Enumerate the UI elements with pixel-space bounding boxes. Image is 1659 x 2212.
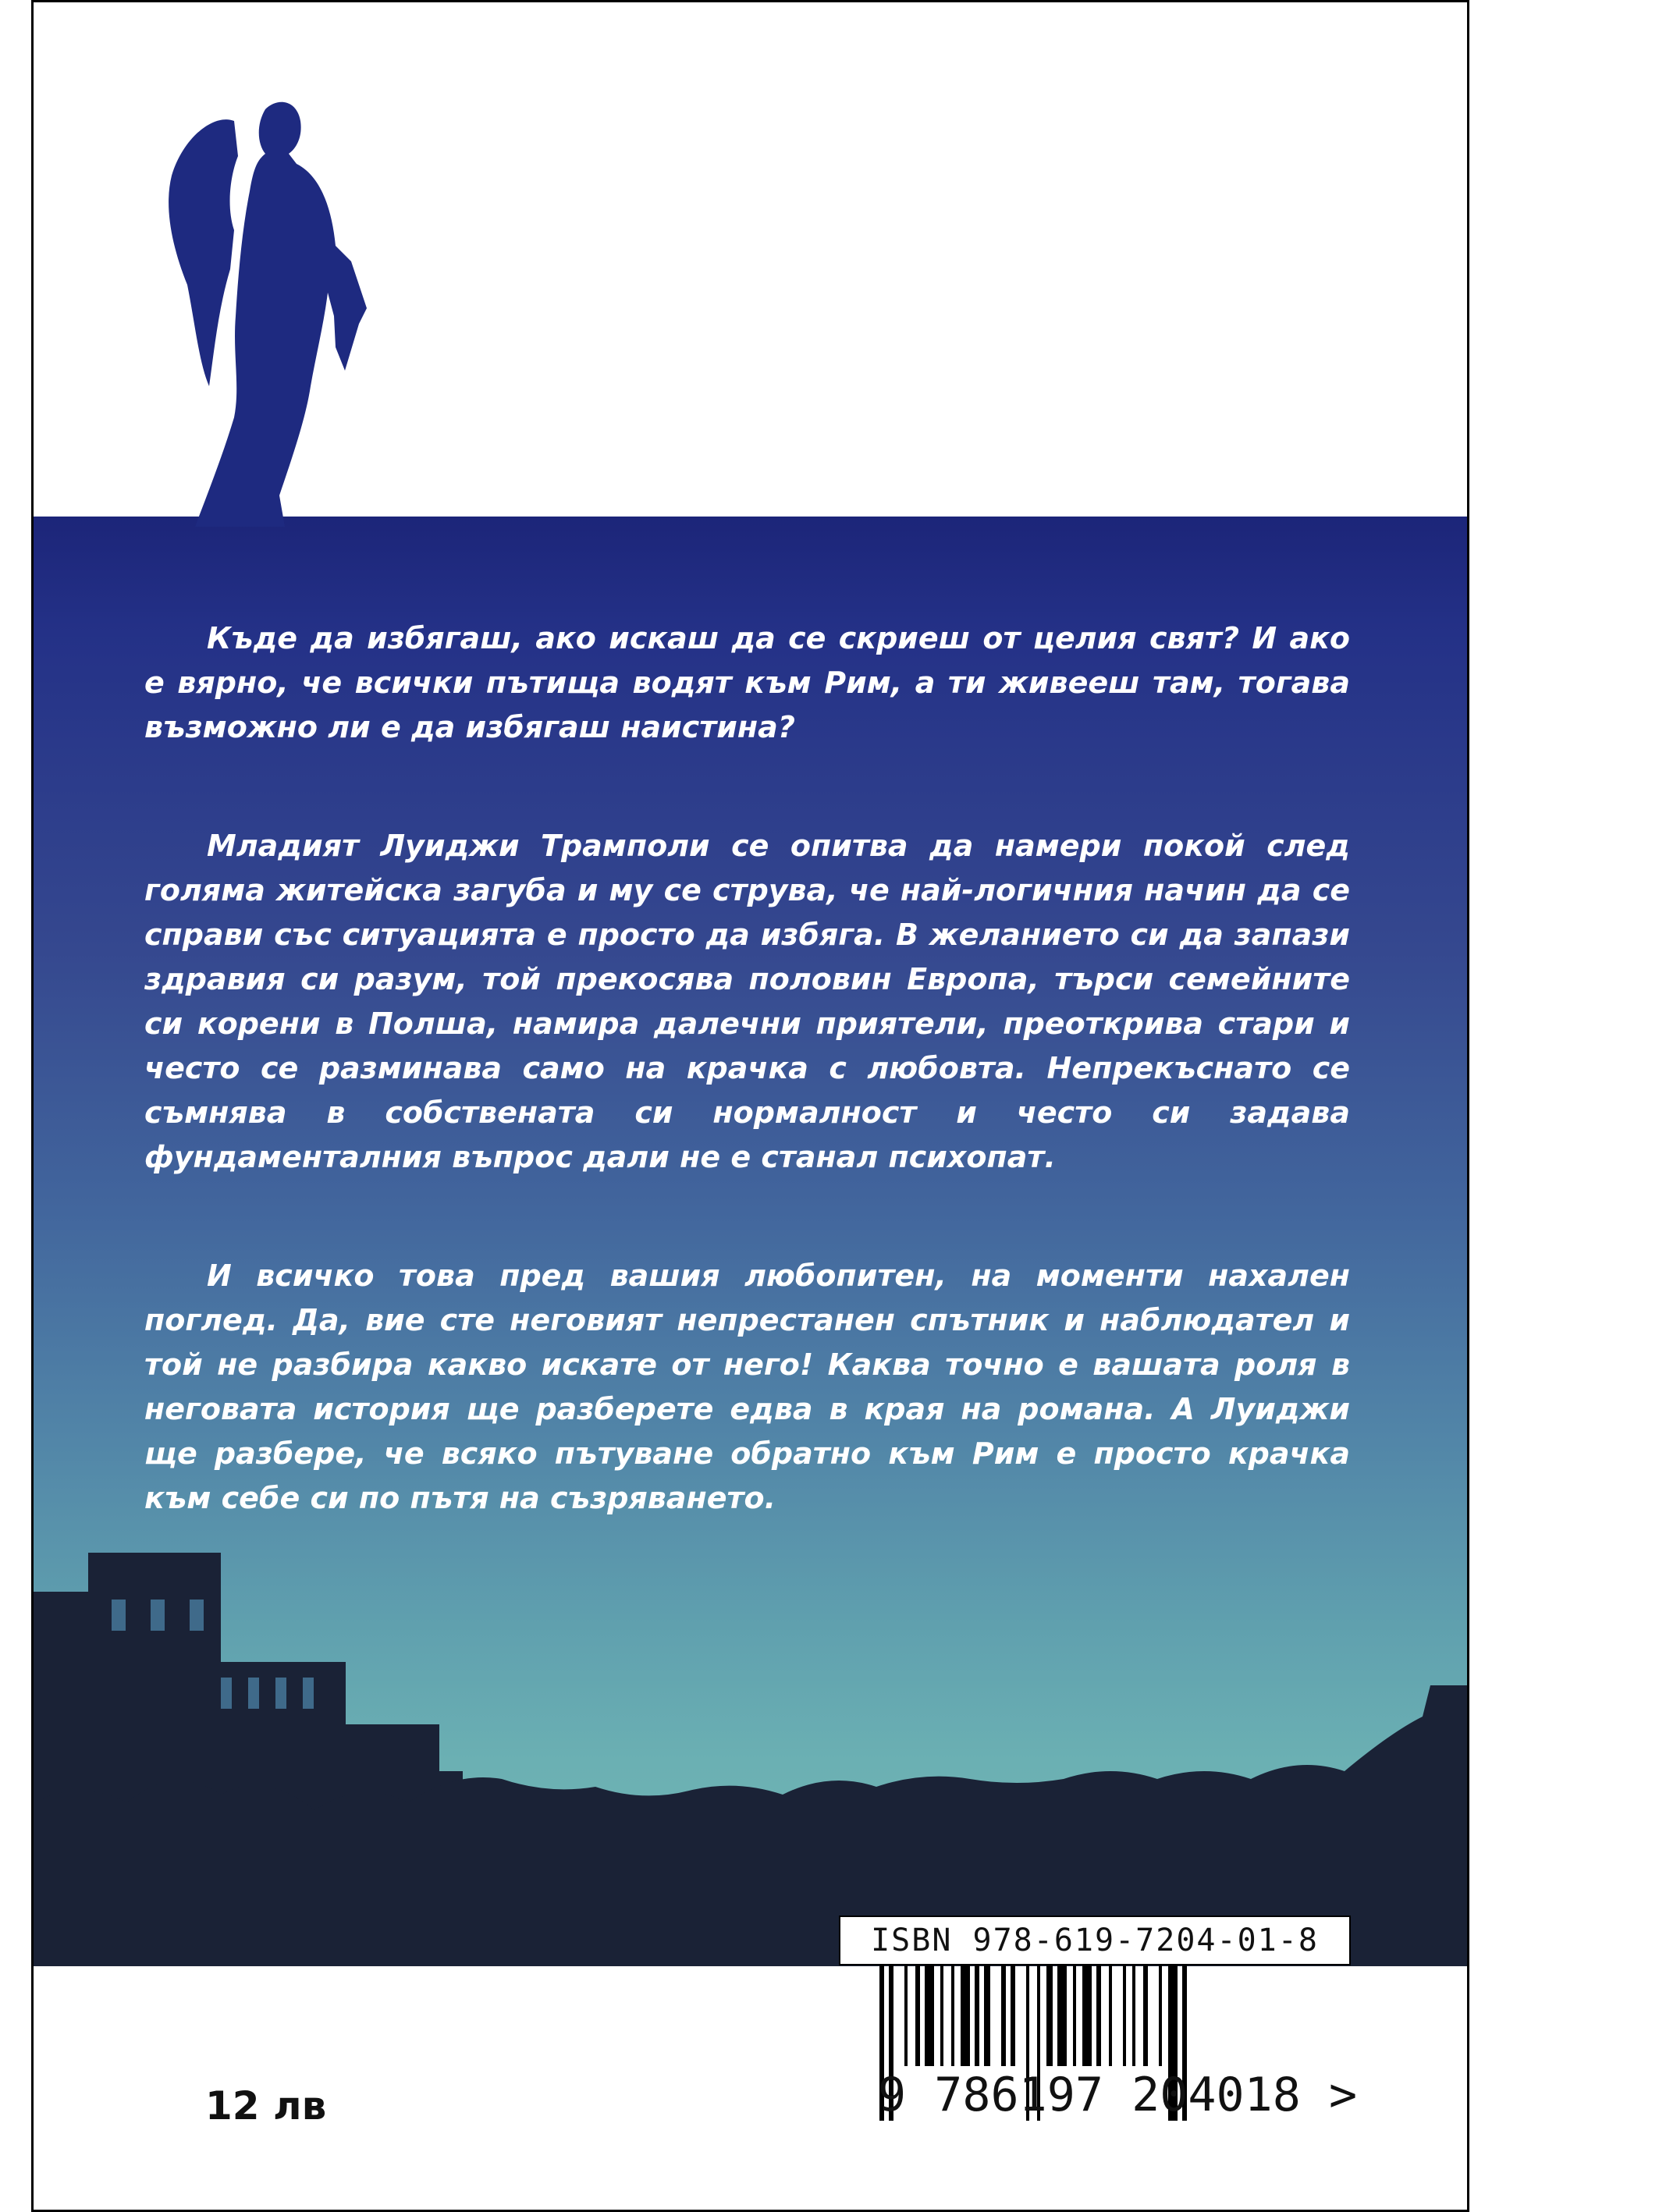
blurb-paragraph-1: Къде да избягаш, ако искаш да се скриеш от целия свят? И ако е вярно, че всички пътища водят към Рим, а ти живееш там, тогава възможно ли е да избягаш наистина? xyxy=(144,621,1350,744)
crop-line-top xyxy=(31,0,1469,2)
barcode-bar xyxy=(1109,1965,1112,2066)
barcode-bar xyxy=(1096,1965,1101,2066)
price-label: 12 лв xyxy=(205,2083,327,2129)
barcode-bar xyxy=(1159,1965,1162,2066)
barcode-bar xyxy=(1123,1965,1126,2066)
barcode-bar xyxy=(984,1965,990,2066)
angel-statue-silhouette xyxy=(140,90,437,527)
barcode-bar xyxy=(951,1965,954,2066)
barcode-bar xyxy=(915,1965,920,2066)
isbn-number: ISBN 978-619-7204-01-8 xyxy=(871,1923,1319,1958)
blurb-paragraph-2: Младият Луиджи Трамполи се опитва да намери покой след голяма житейска загуба и му се струва, че най-логичния начин да се справи със ситуацията е просто да избяга. В желанието си да запази здравия си разум, той прекосява половин Европа, търси семейните си корени в Полша, намира далечни приятели, преоткрива стари и често се разминава само на крачка с любовта. Непрекъснато се съмнява в собствената си нормалност и често си задава фундаменталния въпрос дали не е станал психопат. xyxy=(144,829,1350,1174)
barcode-bar xyxy=(1001,1965,1006,2066)
barcode-bar xyxy=(1057,1965,1067,2066)
barcode-bar xyxy=(904,1965,908,2066)
crop-line-right xyxy=(1467,0,1469,2212)
isbn-label-box xyxy=(839,1916,1351,1965)
barcode-bar xyxy=(940,1965,943,2066)
barcode-bar xyxy=(1082,1965,1092,2066)
barcode-bar xyxy=(1011,1965,1015,2066)
barcode-bar xyxy=(1143,1965,1148,2066)
rome-skyline-silhouette xyxy=(34,1545,1467,1966)
blurb-paragraph-3: И всичко това пред вашия любопитен, на моменти нахален поглед. Да, вие сте неговият непрестанен спътник и наблюдател и той не разбира какво искате от него! Каква точно е вашата роля в неговата история ще разберете едва в края на романа. А Луиджи ще разбере, че всяко пътуване обратно към Рим е просто крачка към себе си по пътя на съзряването. xyxy=(144,1259,1350,1515)
barcode-bar xyxy=(925,1965,934,2066)
barcode-digits: 9 786197 204018 > xyxy=(878,2068,1358,2122)
barcode-bar xyxy=(1046,1965,1053,2066)
barcode-bar xyxy=(1073,1965,1076,2066)
barcode-bar xyxy=(961,1965,970,2066)
back-cover-blurb xyxy=(144,616,1350,1521)
barcode-bar xyxy=(975,1965,979,2066)
barcode-bar xyxy=(1132,1965,1135,2066)
